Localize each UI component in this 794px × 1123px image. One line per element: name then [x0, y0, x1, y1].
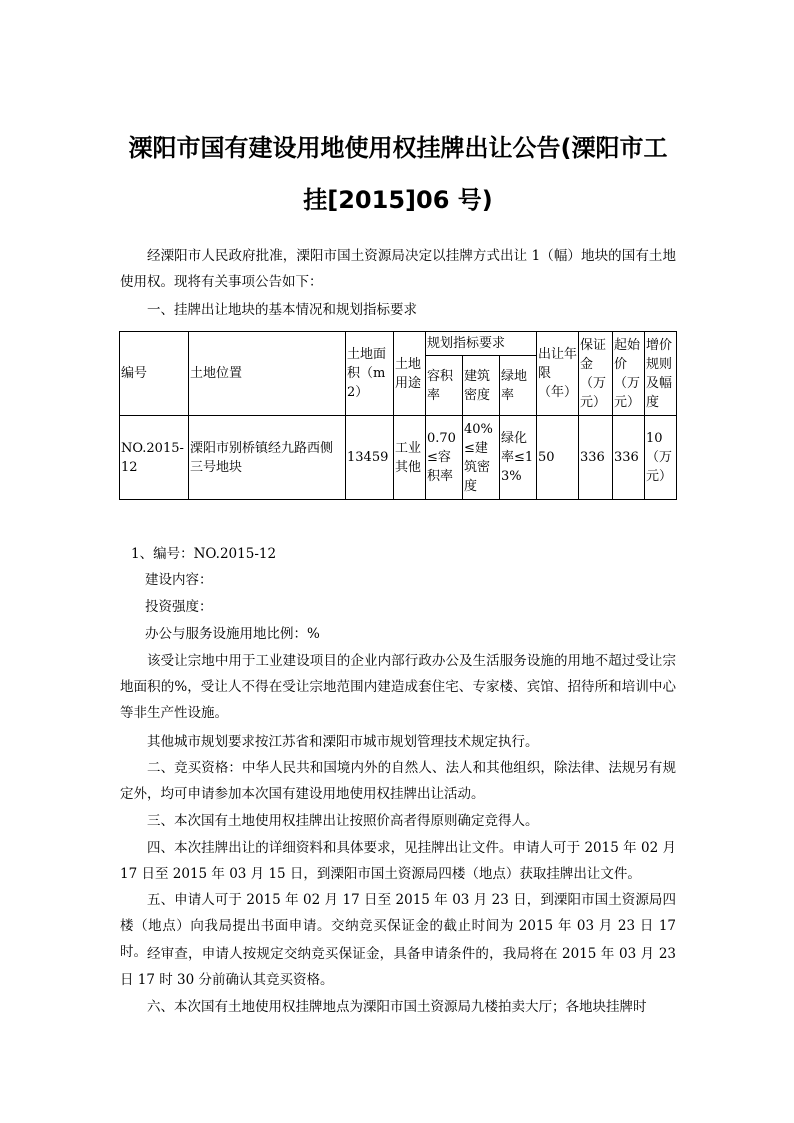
- office-paragraph: 该受让宗地中用于工业建设项目的企业内部行政办公及生活服务设施的用地不超过受让宗地面积的%，受让人不得在受让宗地范围内建造成套住宅、专家楼、宾馆、招待所和培训中心等非生产性设施。: [120, 653, 676, 721]
- cell-deposit: 336: [579, 416, 613, 500]
- section5-review-paragraph: 经审查，申请人按规定交纳竞买保证金，具备申请条件的，我局将在 2015 年 03 月 23 日 17 时 30 分前确认其竞买资格。: [120, 946, 676, 988]
- build-content: 建设内容：: [145, 572, 213, 588]
- office-ratio: 办公与服务设施用地比例：%: [145, 626, 320, 642]
- header-deposit: 保证金（万元）: [579, 332, 613, 416]
- header-increment: 增价规则及幅度: [645, 332, 677, 416]
- cell-area: 13459: [346, 416, 394, 500]
- cell-density: 40%≤建筑密度: [463, 416, 500, 500]
- cell-term: 50: [537, 416, 579, 500]
- section5-paragraph: 五、申请人可于 2015 年 02 月 17 日至 2015 年 03 月 23 日，到溧阳市国土资源局四楼（地点）向我局提出书面申请。交纳竞买保证金的截止时间为 2015 年 03 月 23 日 17 时。: [120, 892, 676, 960]
- header-density: 建筑密度: [463, 356, 500, 416]
- intro-paragraph: 经溧阳市人民政府批准，溧阳市国土资源局决定以挂牌方式出让 1（幅）地块的国有土地使用权。现将有关事项公告如下：: [120, 248, 676, 290]
- header-start-price: 起始价（万元）: [613, 332, 645, 416]
- cell-green: 绿化率≤13%: [500, 416, 537, 500]
- cell-start-price: 336: [613, 416, 645, 500]
- section1-heading: 一、挂牌出让地块的基本情况和规划指标要求: [147, 302, 417, 318]
- header-location: 土地位置: [189, 332, 346, 416]
- cell-number: NO.2015-12: [120, 416, 189, 500]
- header-far: 容积率: [426, 356, 463, 416]
- cell-far: 0.70≤容积率: [426, 416, 463, 500]
- section2-paragraph: 二、竞买资格：中华人民共和国境内外的自然人、法人和其他组织，除法律、法规另有规定外，均可申请参加本次国有建设用地使用权挂牌出让活动。: [120, 760, 676, 802]
- header-number: 编号: [120, 332, 189, 416]
- cell-increment: 10（万元）: [645, 416, 677, 500]
- land-table: [119, 331, 677, 500]
- header-planning: 规划指标要求: [426, 332, 537, 356]
- header-use: 土地用途: [394, 332, 426, 416]
- table-row: [120, 416, 677, 500]
- investment-intensity: 投资强度：: [145, 599, 213, 615]
- section6-paragraph: 六、本次国有土地使用权挂牌地点为溧阳市国土资源局九楼拍卖大厅；各地块挂牌时: [147, 999, 647, 1015]
- section4-paragraph: 四、本次挂牌出让的详细资料和具体要求，见挂牌出让文件。申请人可于 2015 年 02 月 17 日至 2015 年 03 月 15 日，到溧阳市国土资源局四楼（地点）获取挂牌出让文件。: [120, 840, 676, 882]
- cell-location: 溧阳市别桥镇经九路西侧三号地块: [189, 416, 346, 500]
- cell-use: 工业其他: [394, 416, 426, 500]
- header-green: 绿地率: [500, 356, 537, 416]
- section3-paragraph: 三、本次国有土地使用权挂牌出让按照价高者得原则确定竞得人。: [147, 813, 539, 829]
- item1-number: 1、编号：NO.2015-12: [131, 546, 277, 562]
- other-planning-paragraph: 其他城市规划要求按江苏省和溧阳市城市规划管理技术规定执行。: [147, 734, 539, 750]
- header-term: 出让年限（年）: [537, 332, 579, 416]
- header-area: 土地面积（m2）: [346, 332, 394, 416]
- page-title: 溧阳市国有建设用地使用权挂牌出让公告(溧阳市工挂[2015]06 号): [128, 134, 668, 214]
